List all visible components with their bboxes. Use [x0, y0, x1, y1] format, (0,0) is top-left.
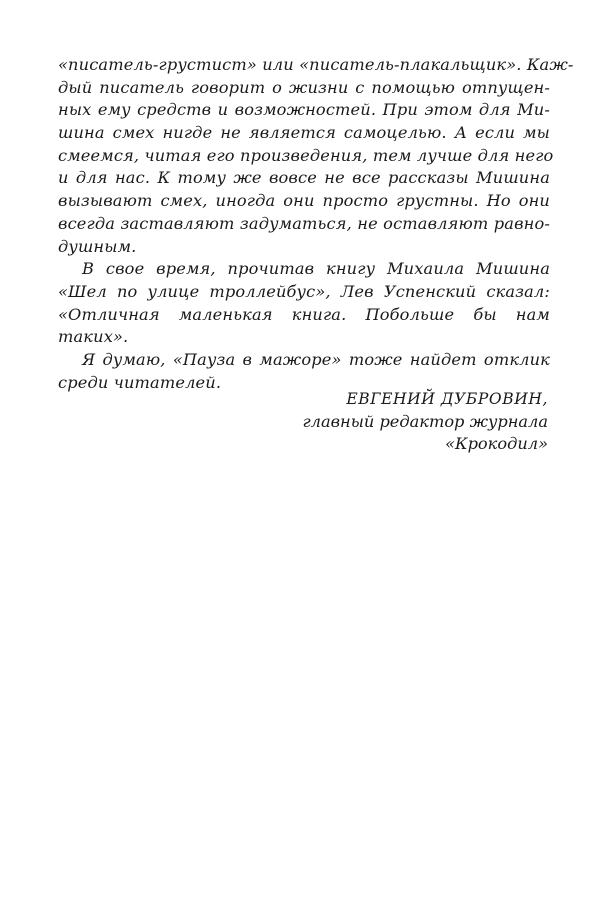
- text-line: «писатель-грустист» или «писатель-плакальщик». Каж-: [58, 55, 574, 74]
- paragraph-1: [58, 54, 574, 258]
- text-line: шина смех нигде не является самоцелью. А если мы: [58, 123, 550, 143]
- text-line: ных ему средств и возможностей. При этом для Ми-: [58, 100, 550, 120]
- text-line: таких».: [58, 327, 129, 347]
- text-line: смеемся, читая его произведения, тем лучше для него: [58, 145, 554, 165]
- publication-name: «Крокодил»: [445, 434, 548, 454]
- document-body: [58, 54, 574, 394]
- text-line: «Шел по улице троллейбус», Лев Успенский сказал:: [58, 281, 550, 301]
- text-line: среди читателей.: [58, 372, 222, 392]
- text-line: «Отличная маленькая книга. Побольше бы нам: [58, 304, 550, 324]
- text-line: и для нас. К тому же вовсе не все рассказы Мишина: [58, 168, 550, 188]
- text-line: душным.: [58, 236, 137, 256]
- author-title: главный редактор журнала: [302, 411, 548, 431]
- text-line: В свое время, прочитав книгу Михаила Мишина: [82, 259, 550, 279]
- author-name: ЕВГЕНИЙ ДУБРОВИН,: [346, 390, 548, 408]
- signature-block: [302, 388, 548, 456]
- text-line: дый писатель говорит о жизни с помощью отпущен-: [58, 77, 550, 97]
- text-line: Я думаю, «Пауза в мажоре» тоже найдет отклик: [82, 349, 550, 369]
- paragraph-2: [58, 258, 550, 349]
- text-line: всегда заставляют задуматься, не оставляют равно-: [58, 213, 550, 233]
- text-line: вызывают смех, иногда они просто грустны. Но они: [58, 191, 550, 211]
